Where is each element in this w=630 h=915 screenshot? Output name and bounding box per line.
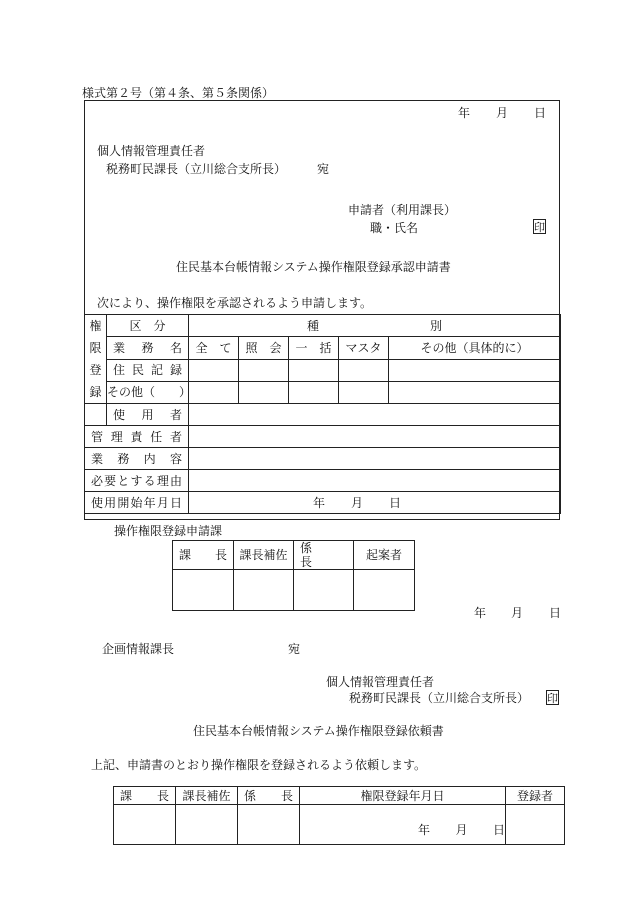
type-batch: 一 括 [289,337,339,359]
stamp-header-drafter: 起案者 [354,541,415,570]
cell-blank[interactable] [189,381,239,403]
reg-date-cell[interactable] [300,805,506,845]
date-day: 日 [534,106,547,120]
date-day: 日 [549,606,562,620]
row-reason: 必要とする理由 [85,470,189,492]
stamp-cell[interactable] [114,805,176,845]
stamp-table1-label: 操作権限登録申請課 [114,524,223,538]
applicant-label: 申請者（利用課長） [348,203,457,217]
gyomu-name-header: 業 務 名 [107,337,189,359]
application-title: 住民基本台帳情報システム操作権限登録承認申請書 [176,260,451,274]
permission-table [84,314,561,514]
side-label-tail [85,404,107,426]
type-inquiry: 照 会 [239,337,289,359]
side-char: 限 [89,341,102,355]
date-year: 年 [458,106,471,120]
date-month: 月 [511,606,524,620]
date-year: 年 [313,495,326,510]
kubun-header: 区 分 [107,315,189,337]
cell-blank[interactable] [289,359,339,381]
request2-body: 上記、申請書のとおり操作権限を登録されるよう依頼します。 [91,758,427,772]
shubetsu-right: 別 [430,318,443,333]
date-month: 月 [496,106,509,120]
application-body: 次により、操作権限を承認されるよう申請します。 [97,296,373,310]
shubetsu-left: 種 [307,318,320,333]
stamp2-header-section: 係 長 [238,787,300,805]
seal-mark: 印 [534,221,545,234]
stamp-table2 [113,786,565,845]
request2-sender-name: 税務町民課長（立川総合支所長） [349,691,530,705]
stamp-cell[interactable] [238,805,300,845]
applicant-name-label: 職・氏名 [370,221,419,235]
stamp-cell[interactable] [176,805,238,845]
seal-mark: 印 [547,692,558,705]
stamp-cell[interactable] [173,570,234,611]
side-char: 権 [89,319,102,333]
date-day: 日 [389,495,402,510]
side-char: 録 [89,385,102,399]
type-all: 全 て [189,337,239,359]
stamp-cell[interactable] [294,570,354,611]
request2-recipient: 企画情報課長 [102,642,175,656]
request2-honorific: 宛 [288,642,301,656]
cell-blank[interactable] [389,359,561,381]
date-year: 年 [418,822,431,837]
cell-blank[interactable] [189,359,239,381]
stamp2-header-registrant: 登録者 [506,787,565,805]
recipient-name: 税務町民課長（立川総合支所長） [106,162,287,176]
side-char: 登 [89,363,102,377]
type-other: その他（具体的に） [389,337,561,359]
form-number: 様式第２号（第４条、第５条関係） [82,86,275,100]
row-other: その他（ ） [107,381,189,403]
date-year: 年 [474,606,487,620]
stamp-header-section: 係 長 [294,541,354,570]
reason-field[interactable] [189,470,561,492]
user-field[interactable] [189,404,561,426]
manager-field[interactable] [189,426,561,448]
stamp-cell[interactable] [234,570,294,611]
type-master: マスタ [339,337,389,359]
stamp2-header-deputy: 課長補佐 [176,787,238,805]
recipient-title: 個人情報管理責任者 [97,144,206,158]
row-start-date: 使用開始年月日 [85,492,189,514]
cell-blank[interactable] [339,381,389,403]
request2-sender-title: 個人情報管理責任者 [326,675,435,689]
row-manager: 管理責任者 [85,426,189,448]
stamp2-header-reg-date: 権限登録年月日 [300,787,506,805]
cell-blank[interactable] [289,381,339,403]
date-month: 月 [455,822,468,837]
row-resident-record: 住民記録 [107,359,189,381]
stamp2-header-chief: 課 長 [114,787,176,805]
start-date-field[interactable] [189,492,561,514]
cell-blank[interactable] [239,381,289,403]
date-month: 月 [351,495,364,510]
side-label-cell [85,315,107,404]
cell-blank[interactable] [239,359,289,381]
stamp-cell[interactable] [506,805,565,845]
recipient-honorific: 宛 [317,162,330,176]
row-user: 使 用 者 [107,404,189,426]
cell-blank[interactable] [389,381,561,403]
shubetsu-header [189,315,561,337]
stamp-header-chief: 課 長 [173,541,234,570]
request2-title: 住民基本台帳情報システム操作権限登録依頼書 [193,724,444,738]
stamp-header-deputy: 課長補佐 [234,541,294,570]
work-content-field[interactable] [189,448,561,470]
row-work-content: 業務内容 [85,448,189,470]
stamp-cell[interactable] [354,570,415,611]
date-day: 日 [492,822,505,837]
stamp-table1 [172,540,415,611]
cell-blank[interactable] [339,359,389,381]
